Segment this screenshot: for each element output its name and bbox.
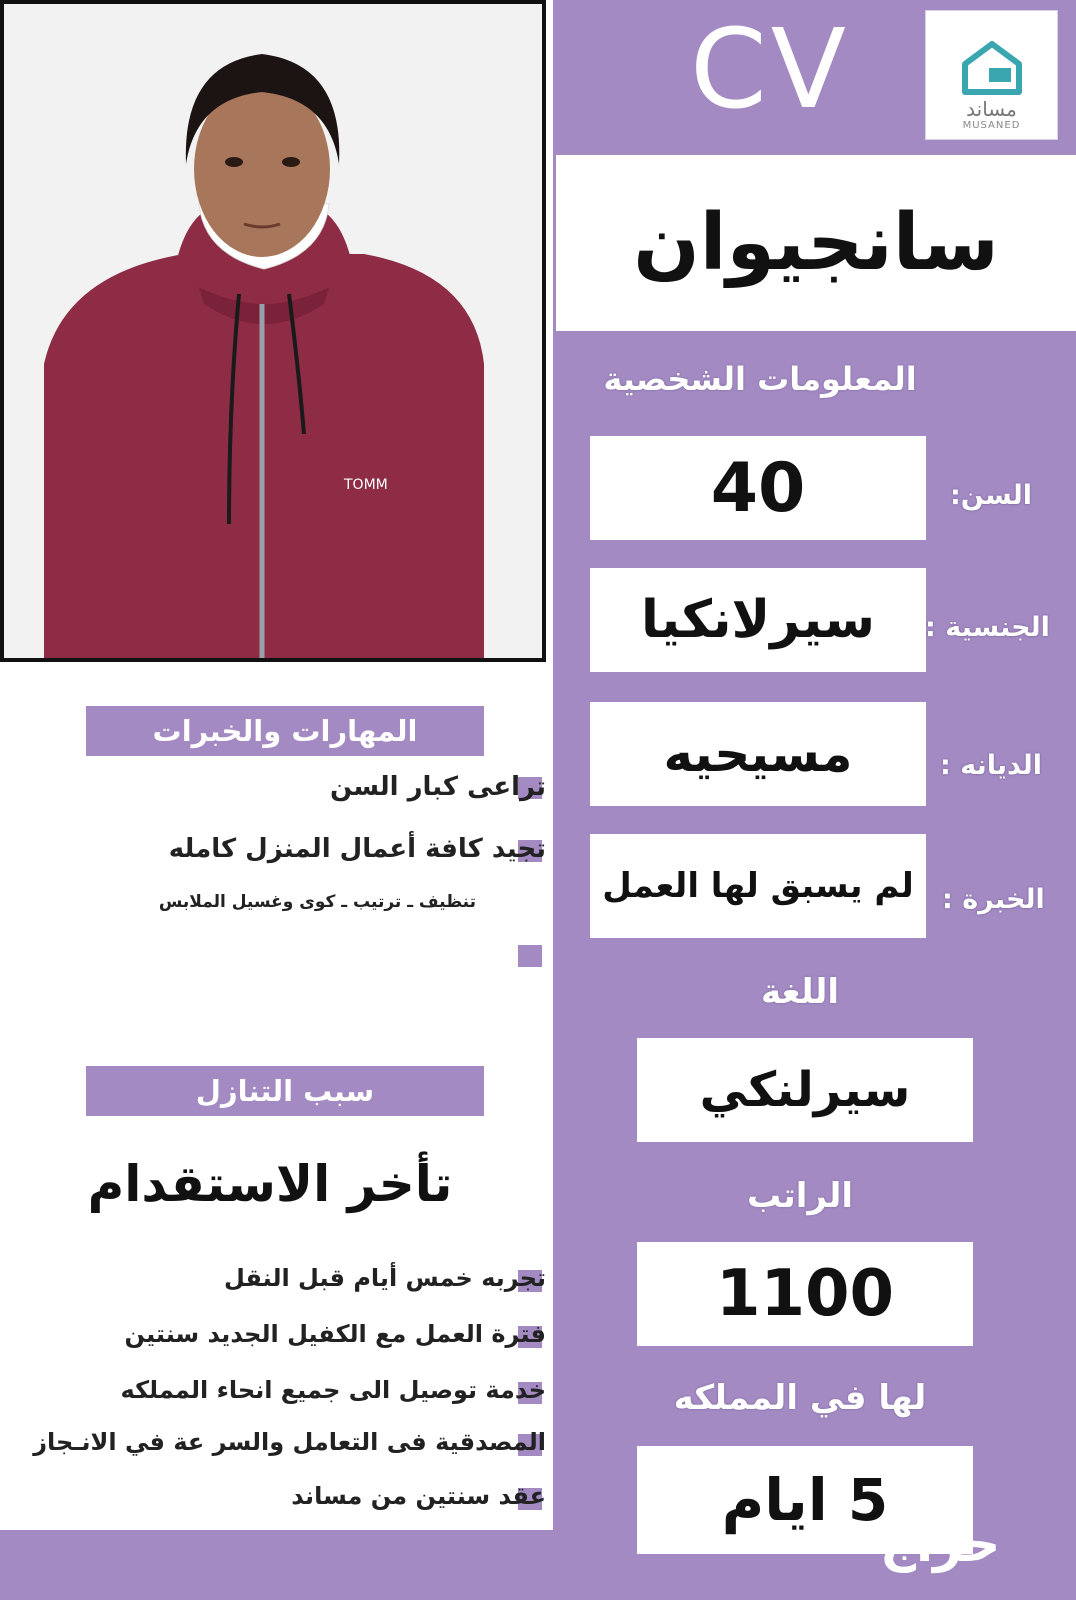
house-icon: [957, 36, 1027, 98]
transfer-heading: سبب التنازل: [86, 1066, 484, 1116]
skill-item-1: تراعى كبار السن: [329, 772, 546, 802]
in-kingdom-value: 5 ايام: [637, 1446, 973, 1554]
benefit-item-3: خدمة توصيل الى جميع انحاء المملكه: [120, 1376, 546, 1404]
language-heading: اللغة: [760, 972, 840, 1012]
transfer-reason: تأخر الاستقدام: [87, 1155, 453, 1213]
skill-detail: تنظيف ـ ترتيب ـ كوى وغسيل الملابس: [158, 892, 476, 912]
skill-item-2: تجيد كافة أعمال المنزل كامله: [168, 834, 546, 864]
nationality-label: الجنسية :: [925, 612, 1050, 643]
experience-value: لم يسبق لها العمل: [590, 834, 926, 938]
svg-text:TOMM: TOMM: [344, 477, 388, 493]
benefit-item-4: المصدقية فى التعامل والسر عة في الانـجاز: [33, 1428, 546, 1456]
in-kingdom-heading: لها في المملكه: [673, 1378, 927, 1418]
personal-info-heading: المعلومات الشخصية: [603, 360, 917, 398]
benefit-item-1: تجربه خمس أيام قبل النقل: [223, 1264, 546, 1292]
religion-value: مسيحيه: [590, 702, 926, 806]
salary-heading: الراتب: [747, 1176, 853, 1216]
skill-bullet-3: [518, 945, 542, 967]
logo-arabic: مساند: [966, 97, 1017, 121]
age-value: 40: [590, 436, 926, 540]
cv-title: CV: [690, 5, 851, 133]
benefit-item-2: فترة العمل مع الكفيل الجديد سنتين: [124, 1320, 546, 1348]
nationality-value: سيرلانكيا: [590, 568, 926, 672]
age-label: السن:: [950, 480, 1032, 511]
musaned-logo: [925, 10, 1058, 140]
haraj-watermark: حراج: [880, 1515, 1001, 1573]
experience-label: الخبرة :: [942, 884, 1045, 915]
bottom-strip: [0, 1530, 553, 1600]
benefit-item-5: عقد سنتين من مساند: [291, 1482, 546, 1510]
religion-label: الديانه :: [940, 750, 1042, 781]
skills-heading: المهارات والخبرات: [86, 706, 484, 756]
worker-photo: [0, 0, 546, 662]
worker-name: سانجيوان: [556, 155, 1076, 331]
portrait-illustration: [4, 4, 542, 658]
salary-value: 1100: [637, 1242, 973, 1346]
logo-english: MUSANED: [962, 120, 1021, 131]
language-value: سيرلنكي: [637, 1038, 973, 1142]
